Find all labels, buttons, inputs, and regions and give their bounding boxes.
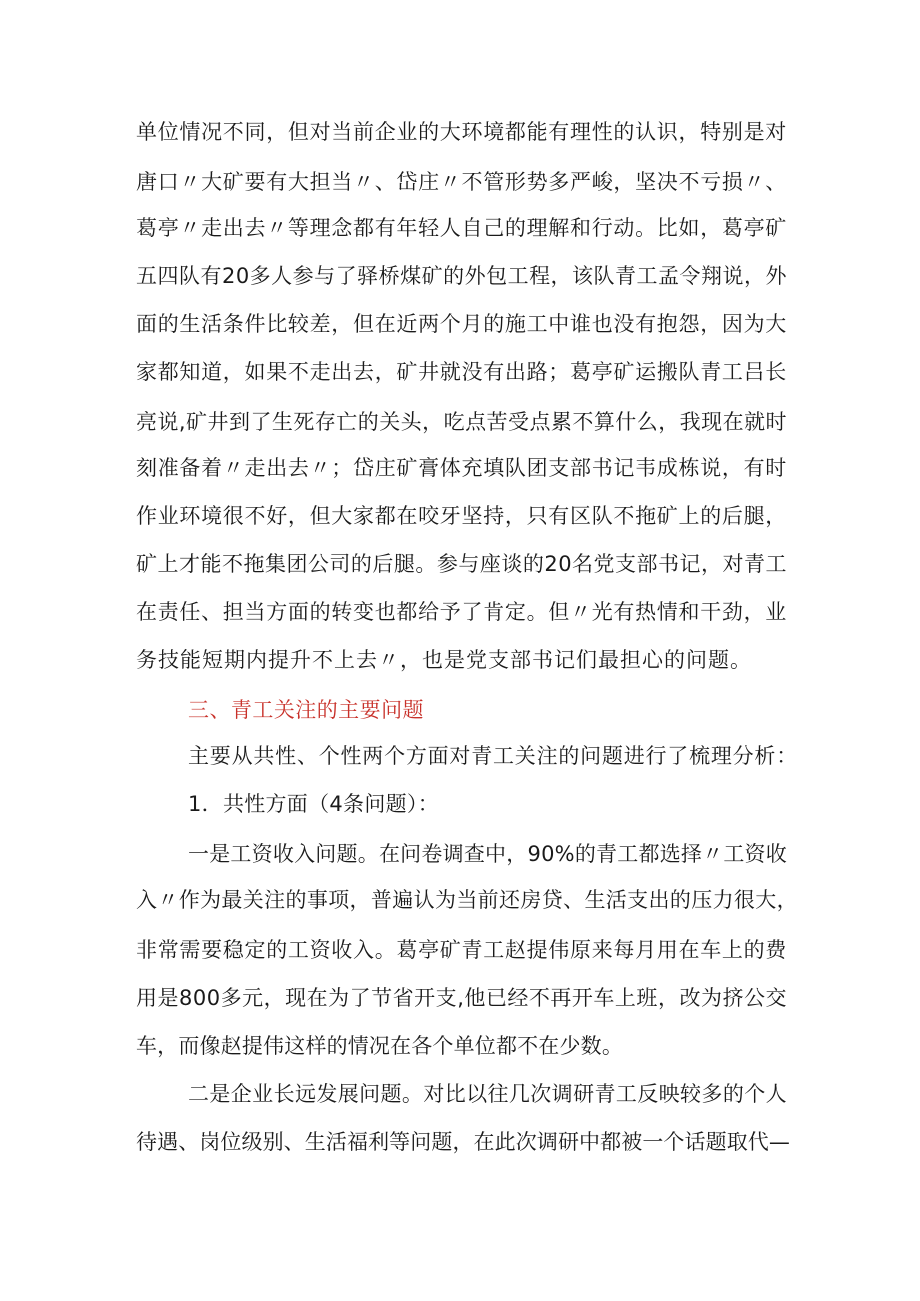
text-line-17: 入〃作为最关注的事项，普遍认为当前还房贷、生活支出的压力很大， (136, 888, 799, 912)
text-line-22: 待遇、岗位级别、生活福利等问题，在此次调研中都被一个话题取代— (136, 1130, 791, 1154)
text-line-8: 刻准备着〃走出去〃；岱庄矿膏体充填队团支部书记韦成栋说，有时 (136, 456, 787, 480)
text-line-4: 五四队有20多人参与了驿桥煤矿的外包工程，该队青工孟令翔说，外 (136, 264, 787, 288)
text-line-12: 务技能短期内提升不上去〃，也是党支部书记们最担心的问题。 (136, 648, 752, 672)
text-line-18: 非常需要稳定的工资收入。葛亭矿青工赵提伟原来每月用在车上的费 (136, 938, 787, 962)
text-line-7: 亮说,矿井到了生死存亡的关头，吃点苦受点累不算什么，我现在就时 (136, 410, 787, 434)
text-line-10: 矿上才能不拖集团公司的后腿。参与座谈的20名党支部书记，对青工 (136, 552, 787, 576)
intro-line: 主要从共性、个性两个方面对青工关注的问题进行了梳理分析： (188, 744, 799, 768)
section-heading: 三、青工关注的主要问题 (188, 698, 425, 722)
text-line-11: 在责任、担当方面的转变也都给予了肯定。但〃光有热情和干劲，业 (136, 600, 787, 624)
text-line-2: 唐口〃大矿要有大担当〃、岱庄〃不管形势多严峻，坚决不亏损〃、 (136, 170, 787, 194)
text-line-1: 单位情况不同，但对当前企业的大环境都能有理性的认识，特别是对 (136, 120, 787, 144)
text-line-16: 一是工资收入问题。在问卷调查中，90%的青工都选择〃工资收 (188, 842, 787, 866)
text-line-19: 用是800多元，现在为了节省开支,他已经不再开车上班，改为挤公交 (136, 986, 787, 1010)
text-line-3: 葛亭〃走出去〃等理念都有年轻人自己的理解和行动。比如，葛亭矿 (136, 216, 787, 240)
text-line-20: 车，而像赵提伟这样的情况在各个单位都不在少数。 (136, 1034, 623, 1058)
subheading-common: 1．共性方面（4条问题）： (188, 792, 439, 816)
text-line-6: 家都知道，如果不走出去，矿井就没有出路；葛亭矿运搬队青工吕长 (136, 360, 787, 384)
text-line-21: 二是企业长远发展问题。对比以往几次调研青工反映较多的个人 (188, 1082, 788, 1106)
text-line-5: 面的生活条件比较差，但在近两个月的施工中谁也没有抱怨，因为大 (136, 312, 787, 336)
text-line-9: 作业环境很不好，但大家都在咬牙坚持，只有区队不拖矿上的后腿， (136, 504, 787, 528)
